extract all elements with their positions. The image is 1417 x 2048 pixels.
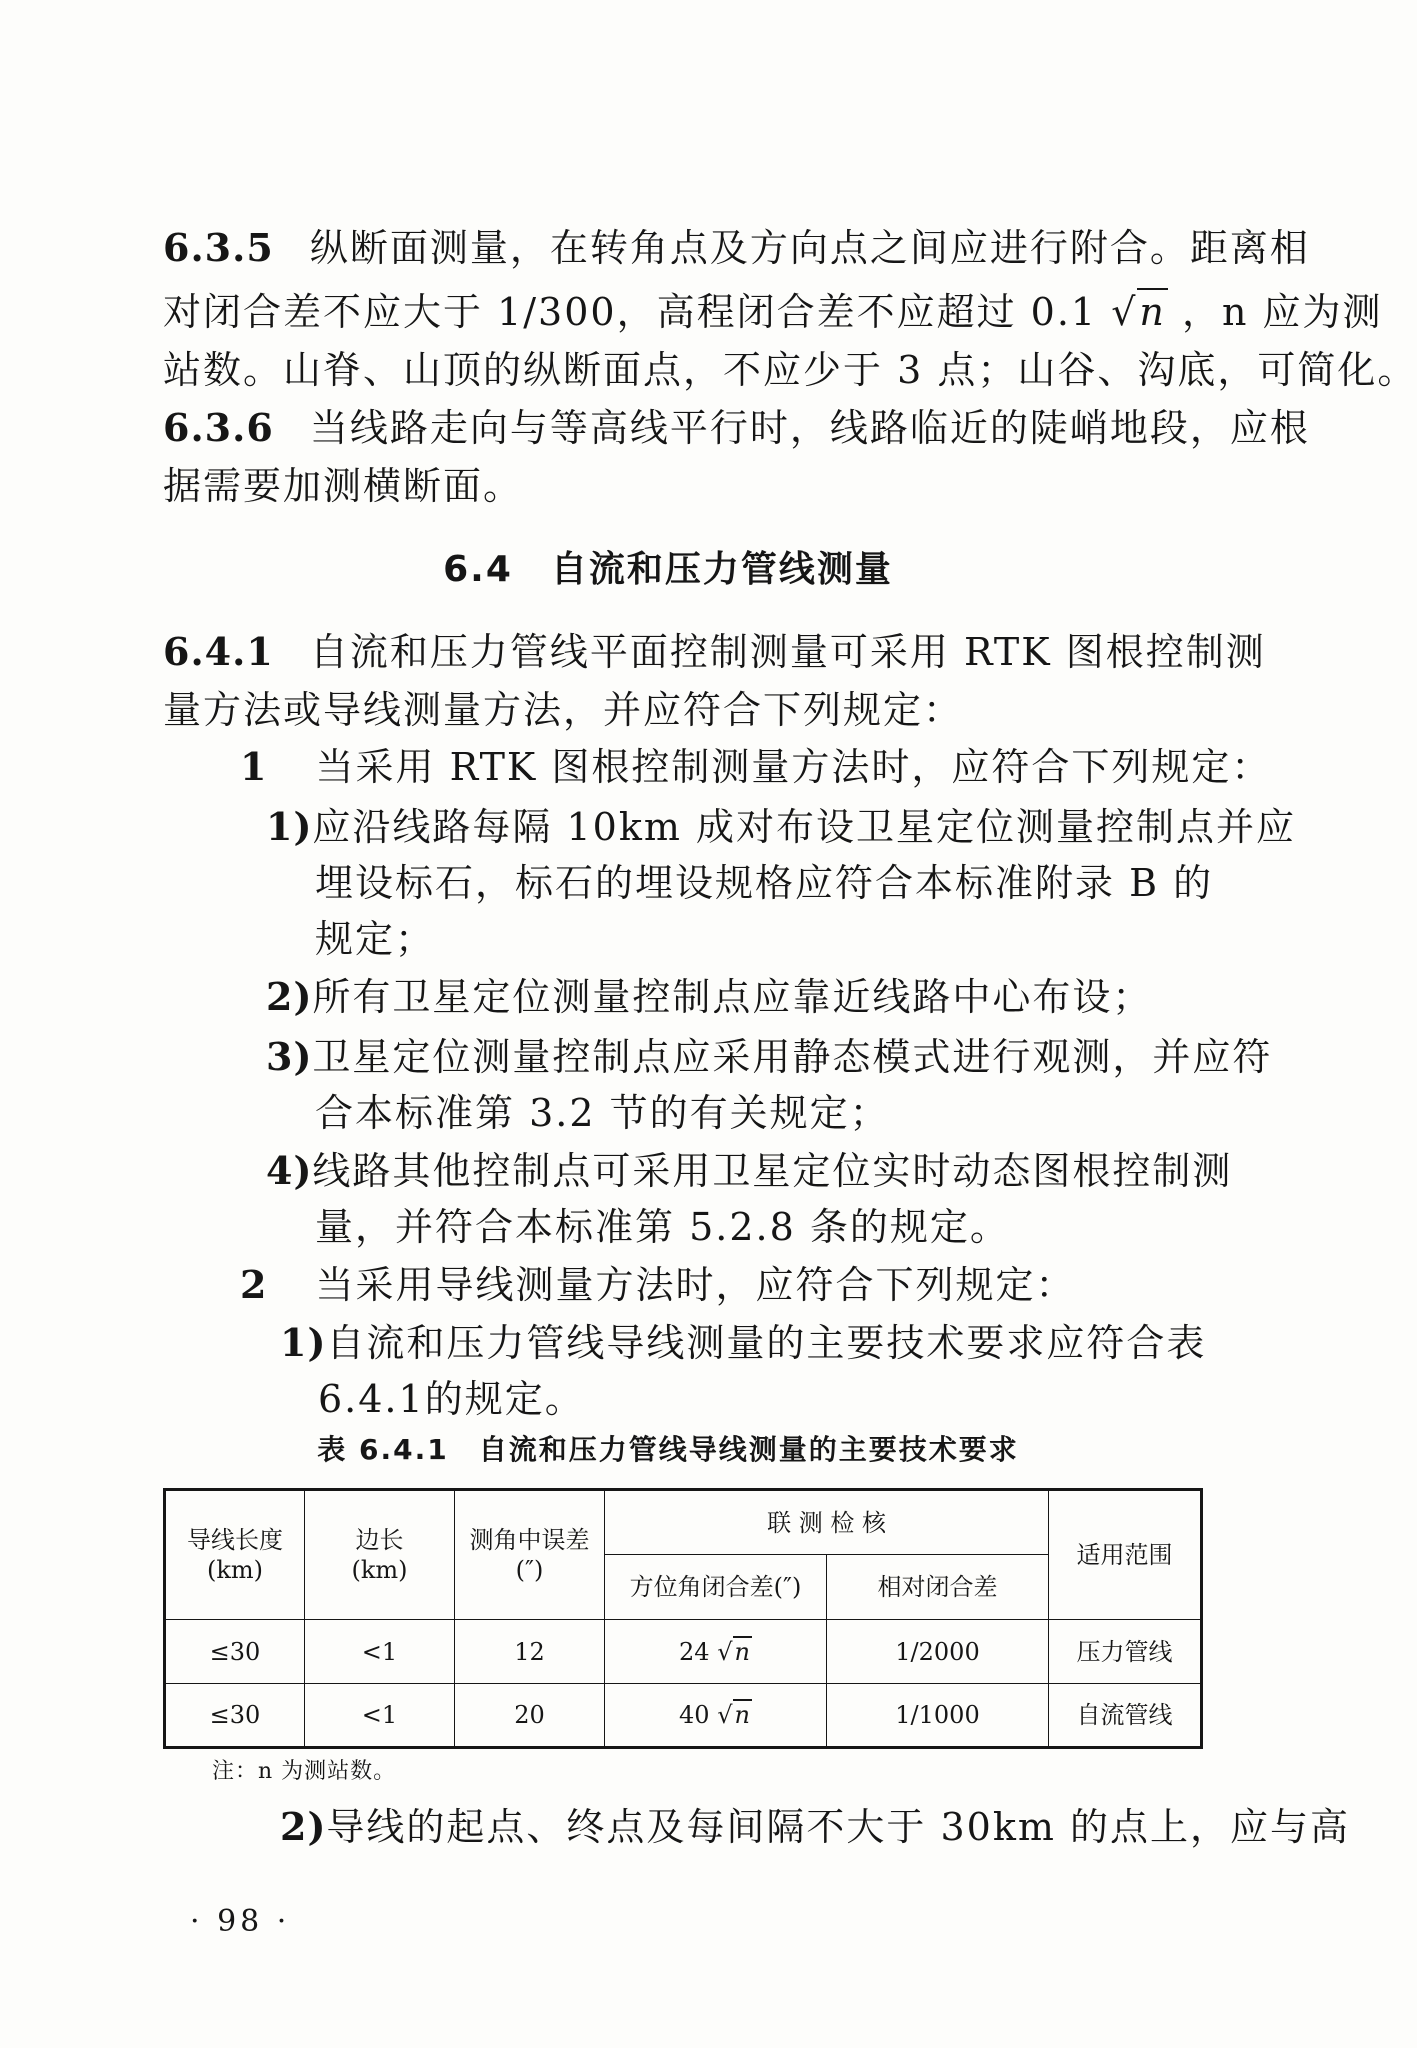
clause-text: 对闭合差不应大于 1/300，高程闭合差不应超过 0.1 [163,290,1098,334]
subitem-2-1-line-2 [318,1377,585,1421]
table-row [165,1684,1202,1748]
header-azimuth: 方位角闭合差(″) [605,1555,827,1620]
subitem-text: 量，并符合本标准第 5.2.8 条的规定。 [315,1205,1010,1249]
cell-scope: 自流管线 [1049,1684,1202,1748]
cell-relative: 1/2000 [827,1620,1049,1684]
subitem-text: 埋设标石，标石的埋设规格应符合本标准附录 B 的 [315,861,1214,905]
cell-length: ≤30 [165,1684,305,1748]
clause-6-3-5-line-3 [163,348,1417,392]
subitem-text: 自流和压力管线导线测量的主要技术要求应符合表 [326,1321,1207,1365]
subitem-number: 1) [280,1320,327,1365]
clause-6-3-6-line-1 [163,406,1310,450]
subitem-text: 应沿线路每隔 10km 成对布设卫星定位测量控制点并应 [312,805,1296,849]
sqrt-n: √n [1111,290,1166,334]
subitem-2-1-line-1 [280,1321,1206,1365]
header-scope: 适用范围 [1049,1490,1202,1620]
clause-6-3-5-line-1 [163,225,1310,270]
subitem-1-1-line-2 [315,861,1213,905]
clause-text: 量方法或导线测量方法，并应符合下列规定： [163,688,964,732]
cell-length: ≤30 [165,1620,305,1684]
cell-side: <1 [305,1684,455,1748]
cell-angle: 12 [455,1620,605,1684]
subitem-1-1-line-1 [266,805,1296,849]
clause-text: 据需要加测横断面。 [163,464,524,508]
clause-text: 站数。山脊、山顶的纵断面点，不应少于 3 点；山谷、沟底，可简化。 [163,348,1417,392]
header-angle-error: 测角中误差 (″) [455,1490,605,1620]
clause-6-3-6-line-2 [163,464,523,508]
subitem-1-3-line-2 [315,1091,890,1135]
clause-6-3-5-line-2 [163,290,1383,334]
subitem-1-4-line-2 [315,1205,1010,1249]
subitem-number: 4) [266,1148,313,1193]
item-number: 1 [240,744,268,789]
table-row [165,1620,1202,1684]
subitem-text: 6.4.1的规定。 [318,1377,585,1421]
cell-azimuth: 40 √n [605,1684,827,1748]
cell-relative: 1/1000 [827,1684,1049,1748]
clause-6-4-1-line-2 [163,688,963,732]
clause-number: 6.4.1 [163,629,274,674]
clause-number: 6.3.5 [163,225,274,270]
tech-requirements-table [163,1488,1203,1749]
header-side: 边长 (km) [305,1490,455,1620]
item-1 [240,745,1271,789]
clause-text: ，n 应为测 [1182,290,1383,334]
subitem-number: 2) [266,974,313,1019]
item-text: 当采用 RTK 图根控制测量方法时，应符合下列规定： [315,745,1272,789]
cell-scope: 压力管线 [1049,1620,1202,1684]
table-header-row [165,1490,1202,1555]
clause-text: 自流和压力管线平面控制测量可采用 RTK 图根控制测 [309,630,1266,674]
table-note: 注：n 为测站数。 [212,1759,397,1784]
clause-number: 6.3.6 [163,405,274,450]
subitem-number: 1) [266,804,313,849]
header-length: 导线长度 (km) [165,1490,305,1620]
header-check: 联 测 检 核 [605,1490,1049,1555]
item-text: 当采用导线测量方法时，应符合下列规定： [315,1263,1076,1307]
subitem-text: 导线的起点、终点及每间隔不大于 30km 的点上，应与高 [326,1805,1350,1849]
item-2 [240,1263,1076,1307]
subitem-2-2-line-1 [280,1805,1350,1849]
subitem-1-1-line-3 [315,917,435,961]
item-number: 2 [240,1262,268,1307]
clause-text: 当线路走向与等高线平行时，线路临近的陡峭地段，应根 [309,406,1310,450]
subitem-text: 合本标准第 3.2 节的有关规定； [315,1091,890,1135]
section-title: 6.4 自流和压力管线测量 [443,549,893,590]
subitem-1-3-line-1 [266,1035,1272,1079]
subitem-number: 2) [280,1804,327,1849]
page-number: · 98 · [190,1904,291,1939]
cell-side: <1 [305,1620,455,1684]
cell-angle: 20 [455,1684,605,1748]
subitem-number: 3) [266,1034,313,1079]
subitem-text: 所有卫星定位测量控制点应靠近线路中心布设； [312,975,1153,1019]
subitem-text: 卫星定位测量控制点应采用静态模式进行观测，并应符 [312,1035,1273,1079]
cell-azimuth: 24 √n [605,1620,827,1684]
table-caption: 表 6.4.1 自流和压力管线导线测量的主要技术要求 [317,1433,1019,1466]
subitem-text: 线路其他控制点可采用卫星定位实时动态图根控制测 [312,1149,1233,1193]
header-relative: 相对闭合差 [827,1555,1049,1620]
subitem-1-2 [266,975,1152,1019]
clause-text: 纵断面测量，在转角点及方向点之间应进行附合。距离相 [309,226,1310,270]
clause-6-4-1-line-1 [163,630,1266,674]
subitem-1-4-line-1 [266,1149,1232,1193]
subitem-text: 规定； [315,917,436,961]
